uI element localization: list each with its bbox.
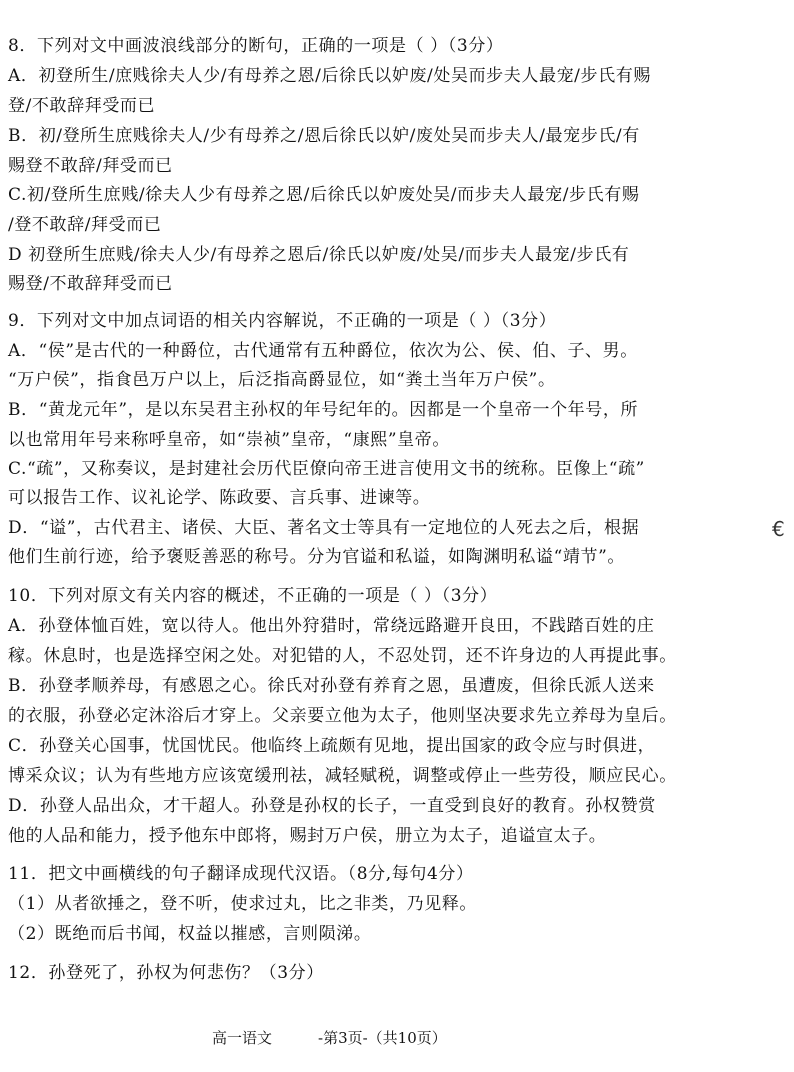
- q8-option-d-line2: 赐登/不敢辞拜受而已: [8, 274, 173, 294]
- q10-option-b-line2: 的衣服，孙登必定沐浴后才穿上。父亲要立他为太子，他则坚决要求先立养母为皇后。: [8, 706, 677, 726]
- q9-option-b-line1: B．“黄龙元年”，是以东吴君主孙权的年号纪年的。因都是一个皇帝一个年号，所: [8, 400, 639, 420]
- footer-page-number: -第3页-（共10页）: [318, 1029, 447, 1047]
- q9-option-a-line2: “万户侯”，指食邑万户以上，后泛指高爵显位，如“粪土当年万户侯”。: [8, 370, 556, 390]
- q8-option-b-line2: 赐登不敢辞/拜受而已: [8, 156, 173, 176]
- q9-option-a-line1: A．“侯”是古代的一种爵位，古代通常有五种爵位，依次为公、侯、伯、子、男。: [8, 341, 638, 361]
- q11-sentence-1: （1）从者欲捶之，登不听，使求过丸，比之非类，乃见释。: [8, 894, 478, 914]
- q10-option-c-line2: 博采众议；认为有些地方应该宽缓刑祛，减轻赋税，调整或停止一些劳役，顺应民心。: [8, 766, 677, 786]
- footer-subject: 高一语文: [212, 1029, 273, 1047]
- margin-mark: €: [772, 517, 785, 541]
- q10-option-a-line1: A．孙登体恤百姓，宽以待人。他出外狩猎时，常绕远路避开良田，不践踏百姓的庄: [8, 616, 655, 636]
- question-8-stem: 8．下列对文中画波浪线部分的断句，正确的一项是（ ）（3分）: [8, 36, 504, 56]
- q8-option-c-line2: /登不敢辞/拜受而已: [8, 215, 162, 235]
- question-10-stem: 10．下列对原文有关内容的概述，不正确的一项是（ ）（3分）: [8, 586, 498, 606]
- q10-option-c-line1: C．孙登关心国事，忧国忧民。他临终上疏颇有见地，提出国家的政令应与时俱进，: [8, 736, 656, 756]
- q8-option-a-line1: A．初登所生/庶贱徐夫人少/有母养之恩/后徐氏以妒废/处吴而步夫人最宠/步氏有赐: [8, 66, 651, 86]
- q9-option-b-line2: 以也常用年号来称呼皇帝，如“崇祯”皇帝，“康熙”皇帝。: [8, 430, 450, 450]
- q8-option-c-line1: C.初/登所生庶贱/徐夫人少有母养之恩/后徐氏以妒废处吴/而步夫人最宠/步氏有赐: [8, 185, 640, 205]
- q9-option-c-line2: 可以报告工作、议礼论学、陈政要、言兵事、进谏等。: [8, 488, 431, 508]
- q10-option-b-line1: B．孙登孝顺养母，有感恩之心。徐氏对孙登有养育之恩，虽遭废，但徐氏派人送来: [8, 676, 655, 696]
- q9-option-d-line1: D．“谥”，古代君主、诸侯、大臣、著名文士等具有一定地位的人死去之后，根据: [8, 518, 640, 538]
- question-12-stem: 12．孙登死了，孙权为何悲伤？（3分）: [8, 963, 324, 983]
- q9-option-d-line2: 他们生前行迹，给予褒贬善恶的称号。分为官谥和私谥，如陶渊明私谥“靖节”。: [8, 547, 625, 567]
- q10-option-d-line2: 他的人品和能力，授予他东中郎将，赐封万户侯，册立为太子，追谥宣太子。: [8, 826, 607, 846]
- q10-option-d-line1: D．孙登人品出众，才干超人。孙登是孙权的长子，一直受到良好的教育。孙权赞赏: [8, 796, 656, 816]
- q8-option-a-line2: 登/不敢辞拜受而已: [8, 96, 156, 116]
- q11-sentence-2: （2）既绝而后书闻，权益以摧感，言则陨涕。: [8, 924, 372, 944]
- q10-option-a-line2: 稼。休息时，也是选择空闲之处。对犯错的人，不忍处罚，还不许身边的人再提此事。: [8, 646, 677, 666]
- q8-option-d-line1: D 初登所生庶贱/徐夫人少/有母养之恩后/徐氏以妒废/处吴/而步夫人最宠/步氏有: [8, 245, 630, 265]
- question-11-stem: 11．把文中画横线的句子翻译成现代汉语。（8分,每句4分）: [8, 864, 474, 884]
- question-9-stem: 9．下列对文中加点词语的相关内容解说，不正确的一项是（ ）（3分）: [8, 311, 557, 331]
- q8-option-b-line1: B．初/登所生庶贱徐夫人/少有母养之/恩后徐氏以妒/废处吴而步夫人/最宠步氏/有: [8, 126, 640, 146]
- q9-option-c-line1: C.“疏”，又称奏议，是封建社会历代臣僚向帝王进言使用文书的统称。臣像上“疏”: [8, 459, 645, 479]
